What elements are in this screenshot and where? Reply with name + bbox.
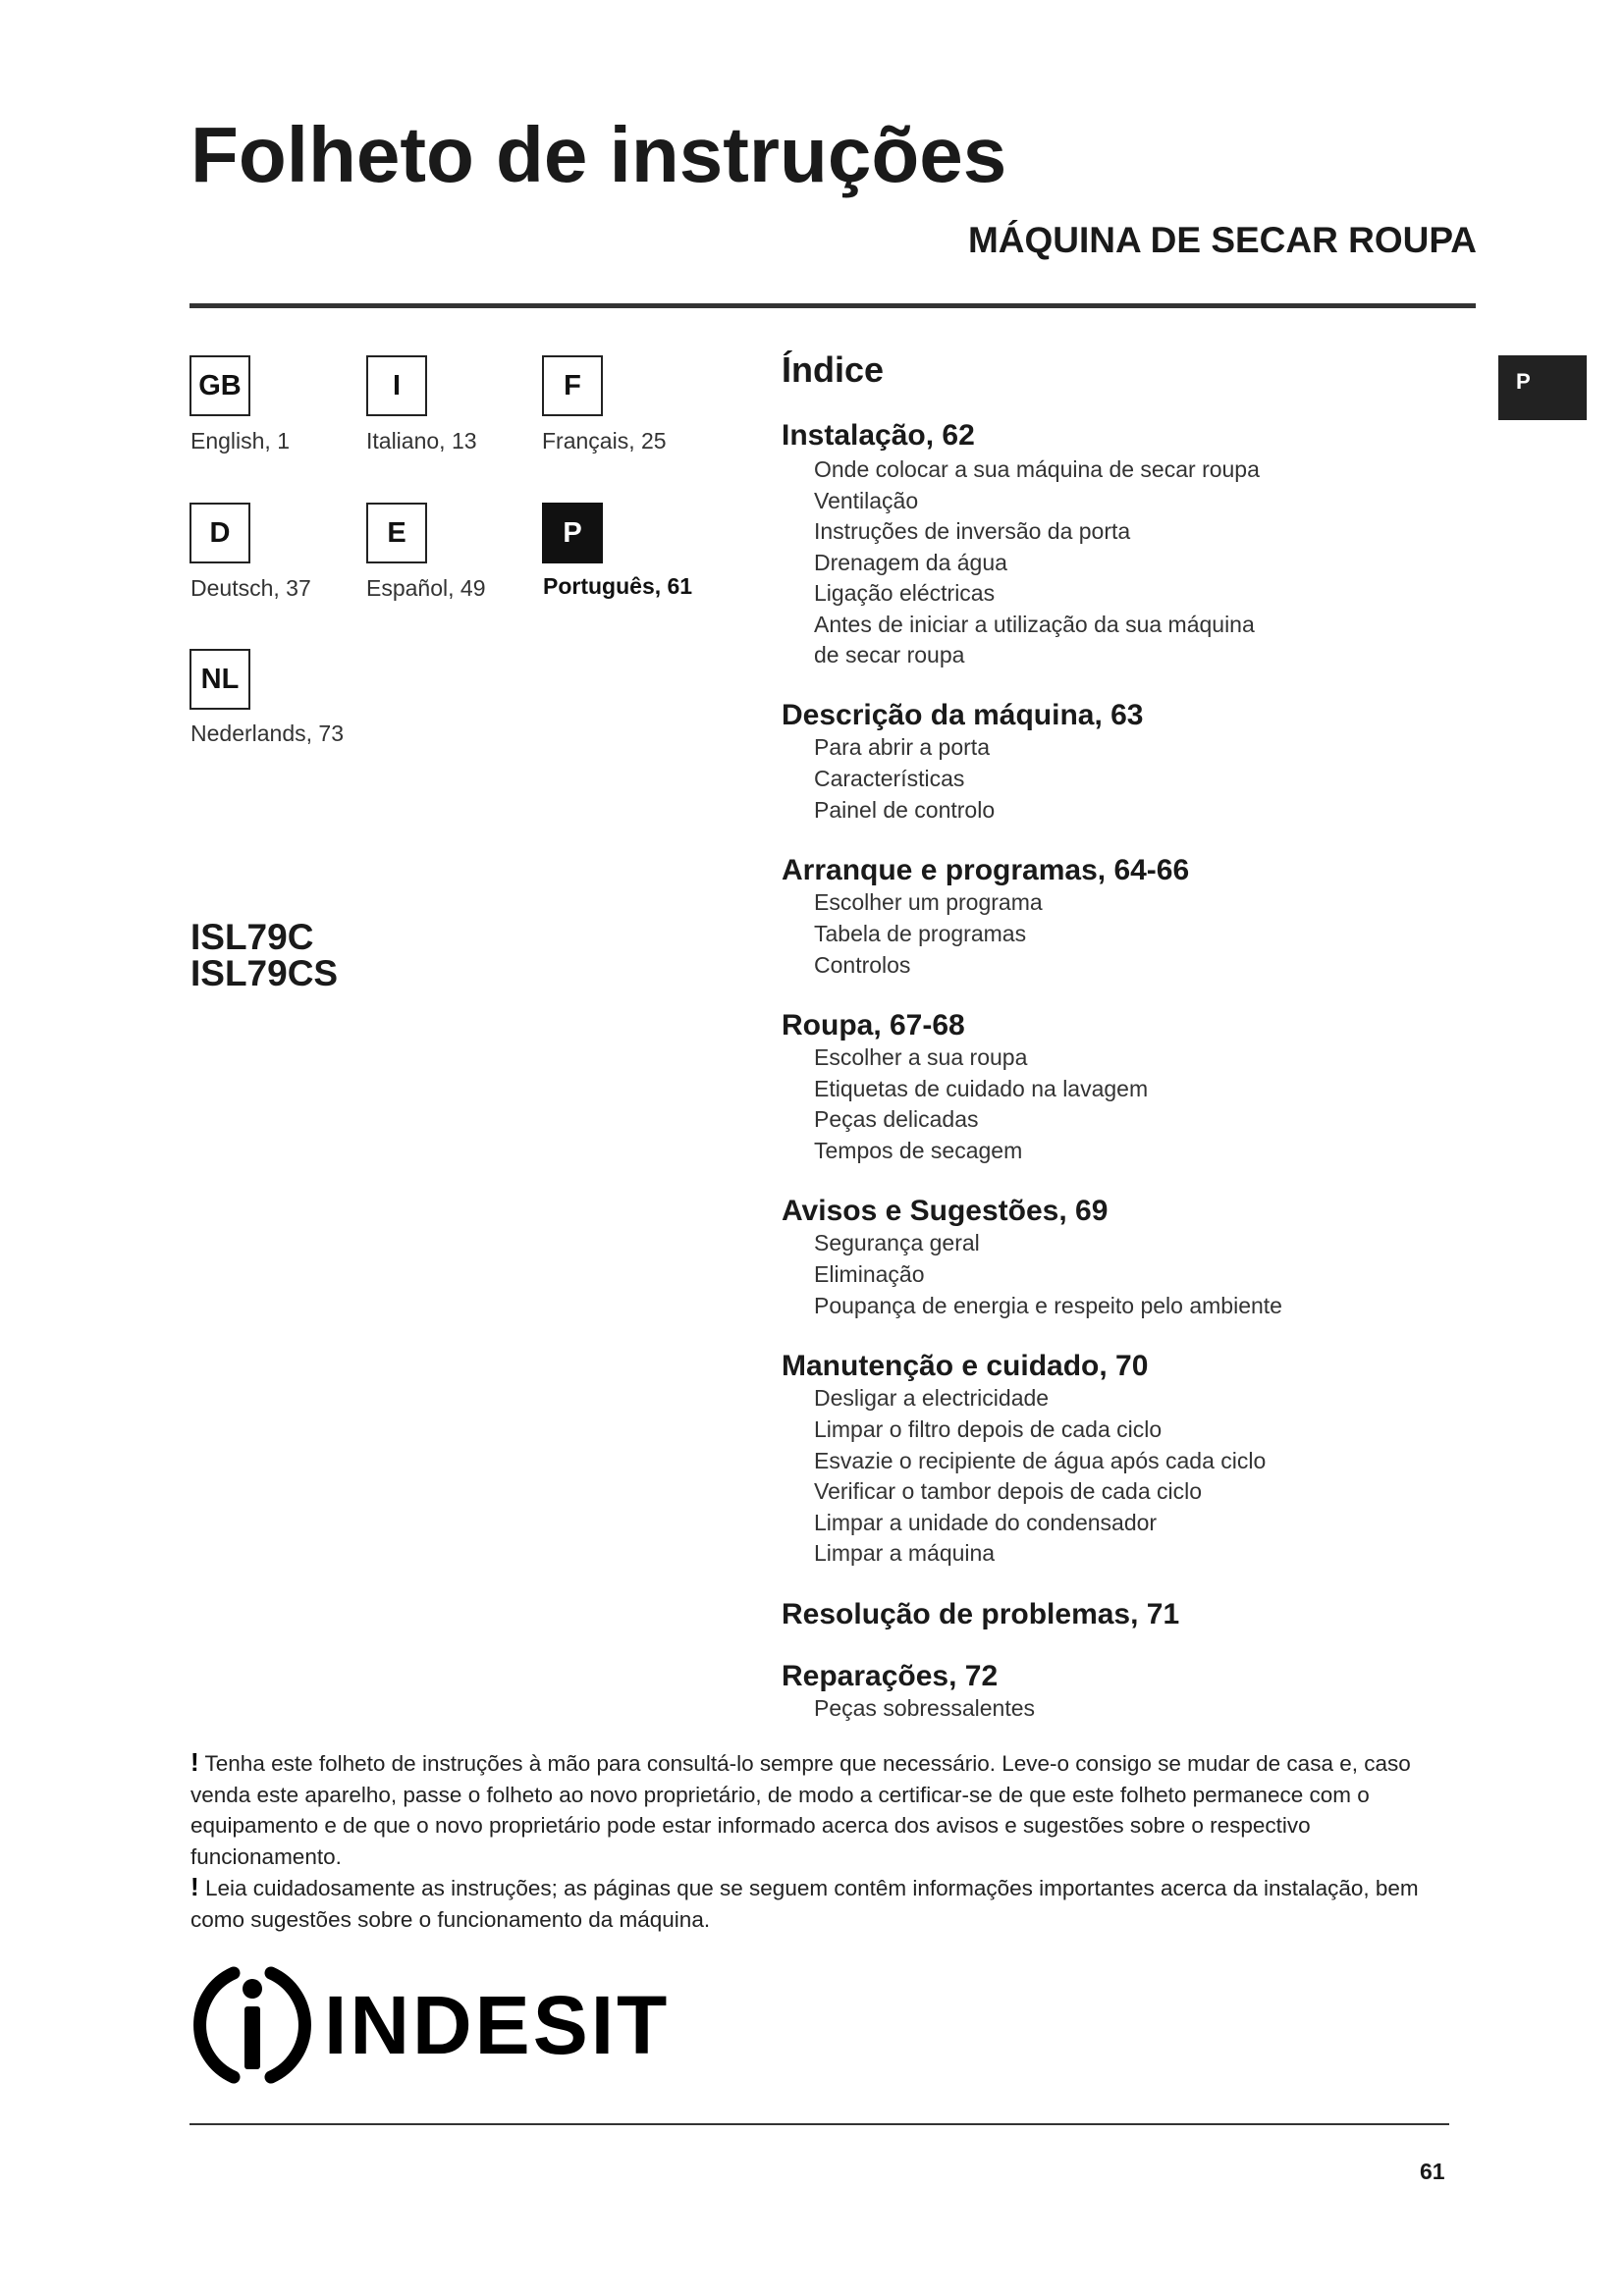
language-box-i[interactable]: I (366, 355, 427, 416)
toc-item[interactable]: Verificar o tambor depois de cada ciclo (814, 1478, 1203, 1504)
toc-item[interactable]: Drenagem da água (814, 550, 1007, 575)
toc-item[interactable]: de secar roupa (814, 642, 965, 667)
model-names (190, 919, 338, 991)
language-label-nl: Nederlands, 73 (190, 721, 344, 746)
exclamation-icon: ! (190, 1747, 199, 1777)
toc-item[interactable]: Onde colocar a sua máquina de secar roupa (814, 456, 1260, 482)
footer-divider (189, 2123, 1449, 2125)
toc-section-title-resolucao[interactable]: Resolução de problemas, 71 (782, 1598, 1180, 1630)
toc-section-title-descricao[interactable]: Descrição da máquina, 63 (782, 699, 1144, 731)
toc-item[interactable]: Peças sobressalentes (814, 1695, 1036, 1721)
toc-item[interactable]: Ligação eléctricas (814, 580, 996, 606)
note-paragraph (190, 1747, 1467, 1872)
language-box-p-active[interactable]: P (542, 503, 603, 563)
model-name: ISL79CS (190, 953, 339, 993)
language-label-i: Italiano, 13 (366, 428, 477, 454)
toc-item[interactable]: Escolher a sua roupa (814, 1044, 1028, 1070)
exclamation-icon: ! (190, 1872, 199, 1901)
toc-item[interactable]: Segurança geral (814, 1230, 980, 1255)
language-label-e: Español, 49 (366, 575, 486, 601)
toc-item[interactable]: Limpar a unidade do condensador (814, 1510, 1158, 1535)
toc-item[interactable]: Limpar o filtro depois de cada ciclo (814, 1416, 1163, 1442)
toc-item[interactable]: Para abrir a porta (814, 734, 990, 760)
toc-item[interactable]: Instruções de inversão da porta (814, 518, 1131, 544)
model-name: ISL79C (190, 917, 314, 957)
toc-section-title-roupa[interactable]: Roupa, 67-68 (782, 1009, 965, 1041)
toc-item[interactable]: Esvazie o recipiente de água após cada ciclo (814, 1448, 1267, 1473)
toc-section-title-reparacoes[interactable]: Reparações, 72 (782, 1660, 999, 1692)
language-side-tab: P (1498, 355, 1587, 420)
toc-section-title-instalacao[interactable]: Instalação, 62 (782, 419, 975, 452)
toc-item[interactable]: Tabela de programas (814, 921, 1027, 946)
note-text: Leia cuidadosamente as instruções; as páginas que se seguem contêm informações importantes acerca da instalação, bem como sugestões sobre o funcionamento da máquina. (190, 1876, 1419, 1932)
toc-item[interactable]: Ventilação (814, 488, 919, 513)
toc-item[interactable]: Etiquetas de cuidado na lavagem (814, 1076, 1149, 1101)
language-box-d[interactable]: D (189, 503, 250, 563)
language-label-p: Português, 61 (543, 573, 693, 599)
toc-item[interactable]: Características (814, 766, 965, 791)
indesit-info-icon (190, 1963, 314, 2087)
toc-section-title-arranque[interactable]: Arranque e programas, 64-66 (782, 854, 1190, 886)
document-subtitle: MÁQUINA DE SECAR ROUPA (967, 220, 1477, 260)
language-label-d: Deutsch, 37 (190, 575, 311, 601)
document-title: Folheto de instruções (190, 111, 1007, 198)
toc-item[interactable]: Desligar a electricidade (814, 1385, 1050, 1411)
language-box-f[interactable]: F (542, 355, 603, 416)
toc-item[interactable]: Antes de iniciar a utilização da sua máquina (814, 612, 1255, 637)
toc-item[interactable]: Eliminação (814, 1261, 925, 1287)
header-divider (189, 303, 1476, 308)
toc-item[interactable]: Painel de controlo (814, 797, 996, 823)
toc-item[interactable]: Peças delicadas (814, 1106, 979, 1132)
toc-heading: Índice (782, 349, 885, 390)
language-label-f: Français, 25 (542, 428, 667, 454)
note-paragraph (190, 1872, 1467, 1935)
toc-item[interactable]: Limpar a máquina (814, 1540, 996, 1566)
language-box-gb[interactable]: GB (189, 355, 250, 416)
language-box-nl[interactable]: NL (189, 649, 250, 710)
important-notes (190, 1747, 1467, 1935)
brand-wordmark: INDESIT (324, 1979, 671, 2071)
toc-item[interactable]: Poupança de energia e respeito pelo ambiente (814, 1293, 1282, 1318)
toc-item[interactable]: Tempos de secagem (814, 1138, 1023, 1163)
language-box-e[interactable]: E (366, 503, 427, 563)
toc-section-title-avisos[interactable]: Avisos e Sugestões, 69 (782, 1195, 1109, 1227)
language-label-gb: English, 1 (190, 428, 291, 454)
toc-item[interactable]: Controlos (814, 952, 911, 978)
toc-item[interactable]: Escolher um programa (814, 889, 1043, 915)
indesit-logo (190, 1963, 670, 2087)
page-number: 61 (1420, 2159, 1445, 2184)
toc-section-title-manutencao[interactable]: Manutenção e cuidado, 70 (782, 1350, 1149, 1382)
note-text: Tenha este folheto de instruções à mão para consultá-lo sempre que necessário. Leve-o consigo se mudar de casa e, caso venda este aparelho, passe o folheto ao novo proprietário, de modo a certificar-se de que este folheto permanece com o equipamento e de que o novo proprietário pode estar informado acerca dos avisos e sugestões sobre o respectivo funcionamento. (190, 1751, 1411, 1869)
